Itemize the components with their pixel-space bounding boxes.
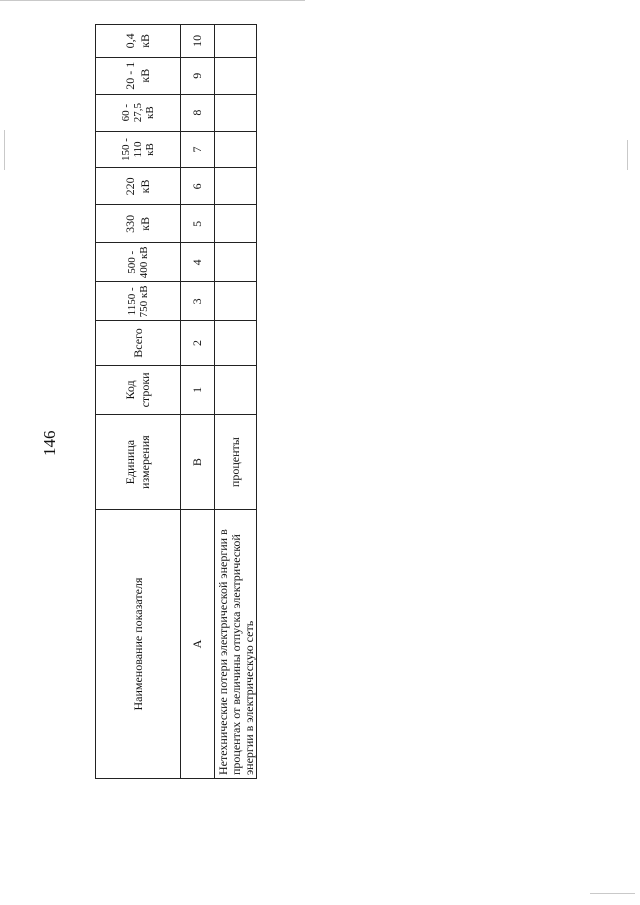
code-5: 5	[181, 205, 215, 243]
header-20-1kv: 20 - 1 кВ	[96, 57, 181, 94]
header-330kv: 330 кВ	[96, 205, 181, 243]
scan-edge-right	[627, 140, 628, 170]
code-8: 8	[181, 94, 215, 131]
rotated-table-sheet	[95, 24, 256, 779]
header-1150-750kv: 1150 - 750 кВ	[96, 282, 181, 321]
header-row	[96, 25, 181, 779]
code-1: 1	[181, 365, 215, 415]
page-number: 146	[40, 430, 59, 456]
scan-edge-top	[0, 0, 305, 1]
code-6: 6	[181, 168, 215, 205]
scan-edge-bottom	[590, 893, 635, 894]
row-330kv	[215, 205, 257, 243]
code-4: 4	[181, 243, 215, 282]
scan-edge-left	[4, 130, 5, 170]
row-150-110kv	[215, 131, 257, 168]
header-0-4kv: 0,4 кВ	[96, 25, 181, 58]
row-60-27-5kv	[215, 94, 257, 131]
header-unit: Единица измерения	[96, 415, 181, 510]
header-500-400kv: 500 - 400 кВ	[96, 243, 181, 282]
row-unit: проценты	[215, 415, 257, 510]
column-code-row	[181, 25, 215, 779]
header-total: Всего	[96, 321, 181, 365]
header-line-code: Код строки	[96, 365, 181, 415]
table-row	[215, 25, 257, 779]
code-10: 10	[181, 25, 215, 58]
header-60-27-5kv: 60 - 27,5 кВ	[96, 94, 181, 131]
header-indicator-name: Наименование показателя	[96, 510, 181, 779]
row-indicator-name: Нетехнические потери электрической энергии в процентах от величины отпуска электрической энергии в электрическую сеть	[215, 510, 257, 779]
row-500-400kv	[215, 243, 257, 282]
header-220kv: 220 кВ	[96, 168, 181, 205]
row-0-4kv	[215, 25, 257, 58]
row-1150-750kv	[215, 282, 257, 321]
indicator-table	[95, 24, 257, 779]
header-150-110kv: 150 - 110 кВ	[96, 131, 181, 168]
code-3: 3	[181, 282, 215, 321]
row-20-1kv	[215, 57, 257, 94]
row-total	[215, 321, 257, 365]
row-line-code	[215, 365, 257, 415]
code-9: 9	[181, 57, 215, 94]
code-a: А	[181, 510, 215, 779]
row-220kv	[215, 168, 257, 205]
code-b: В	[181, 415, 215, 510]
code-7: 7	[181, 131, 215, 168]
code-2: 2	[181, 321, 215, 365]
